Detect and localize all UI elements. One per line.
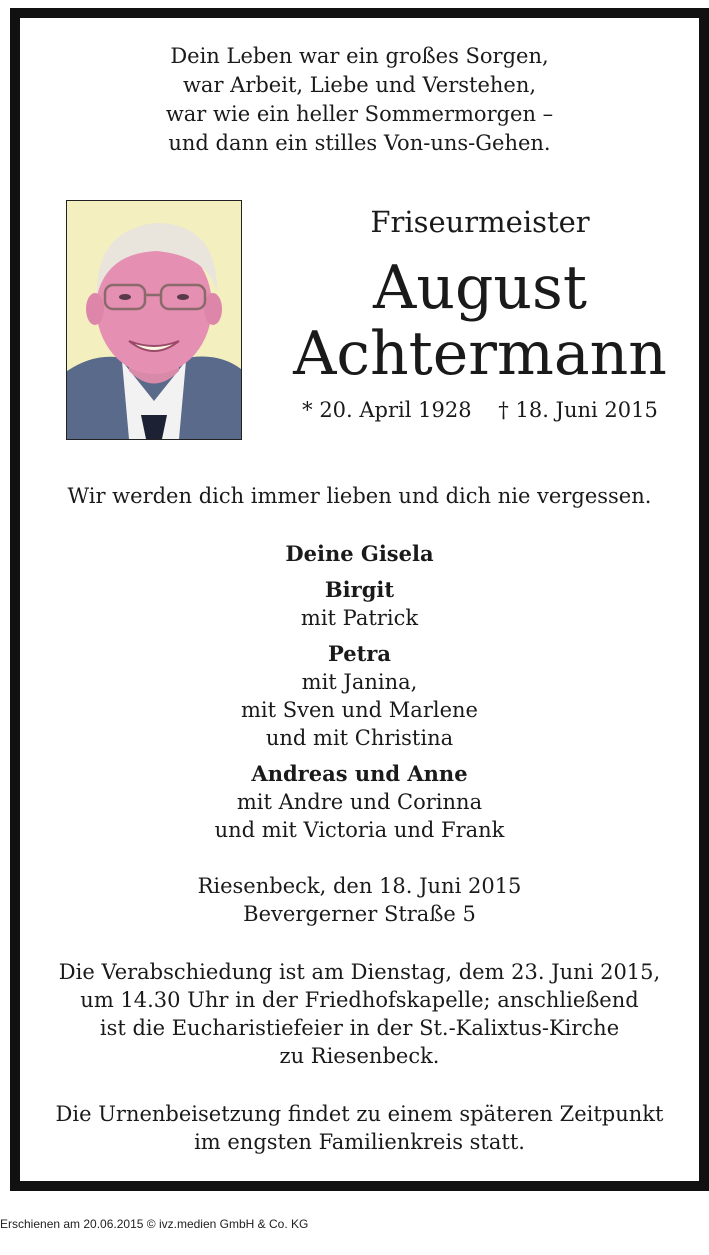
ceremony-line: um 14.30 Uhr in der Friedhofskapelle; anschließend <box>80 988 639 1012</box>
poem-line: Dein Leben war ein großes Sorgen, <box>170 44 549 68</box>
street-address: Bevergerner Straße 5 <box>243 902 476 926</box>
family-group <box>20 576 699 632</box>
family-line: und mit Christina <box>265 726 454 750</box>
family-group <box>20 640 699 752</box>
birth-date: * 20. April 1928 <box>302 398 472 422</box>
urn-line: Die Urnenbeisetzung findet zu einem späteren Zeitpunkt <box>55 1102 664 1126</box>
first-name: August <box>373 253 587 323</box>
family-line: mit Andre und Corinna <box>236 790 483 814</box>
ceremony-info <box>20 958 699 1070</box>
farewell-line: Wir werden dich immer lieben und dich nie vergessen. <box>67 484 652 508</box>
obituary-content <box>20 18 699 1181</box>
urn-info <box>20 1100 699 1156</box>
ceremony-line: ist die Eucharistiefeier in der St.-Kalixtus-Kirche <box>99 1016 620 1040</box>
family-name: Petra <box>328 641 391 666</box>
urn-line: im engsten Familienkreis statt. <box>194 1130 525 1154</box>
last-name: Achtermann <box>293 319 667 389</box>
family-line: mit Janina, <box>301 670 418 694</box>
poem-line: und dann ein stilles Von-uns-Gehen. <box>168 131 551 155</box>
poem <box>20 42 699 158</box>
death-date: † 18. Juni 2015 <box>498 398 658 422</box>
portrait-photo <box>66 200 242 440</box>
family-name: Deine Gisela <box>285 541 434 566</box>
family-line: und mit Victoria und Frank <box>214 818 505 842</box>
family-group <box>20 540 699 568</box>
place-and-address <box>20 872 699 928</box>
obituary-frame <box>10 8 709 1191</box>
family-list <box>20 540 699 852</box>
life-dates <box>270 396 690 424</box>
poem-line: war Arbeit, Liebe und Verstehen, <box>182 73 537 97</box>
poem-line: war wie ein heller Sommermorgen – <box>165 102 554 126</box>
family-line: mit Sven und Marlene <box>241 698 478 722</box>
family-name: Birgit <box>324 577 395 602</box>
portrait-image <box>67 201 241 439</box>
ceremony-line: zu Riesenbeck. <box>279 1044 440 1068</box>
family-group <box>20 760 699 844</box>
family-line: mit Patrick <box>300 606 419 630</box>
profession: Friseurmeister <box>370 205 590 239</box>
ceremony-line: Die Verabschiedung ist am Dienstag, dem 23. Juni 2015, <box>58 960 661 984</box>
place-date: Riesenbeck, den 18. Juni 2015 <box>197 874 522 898</box>
family-name: Andreas und Anne <box>251 761 468 786</box>
publication-footer: Erschienen am 20.06.2015 © ivz.medien GmbH & Co. KG <box>0 1217 309 1231</box>
